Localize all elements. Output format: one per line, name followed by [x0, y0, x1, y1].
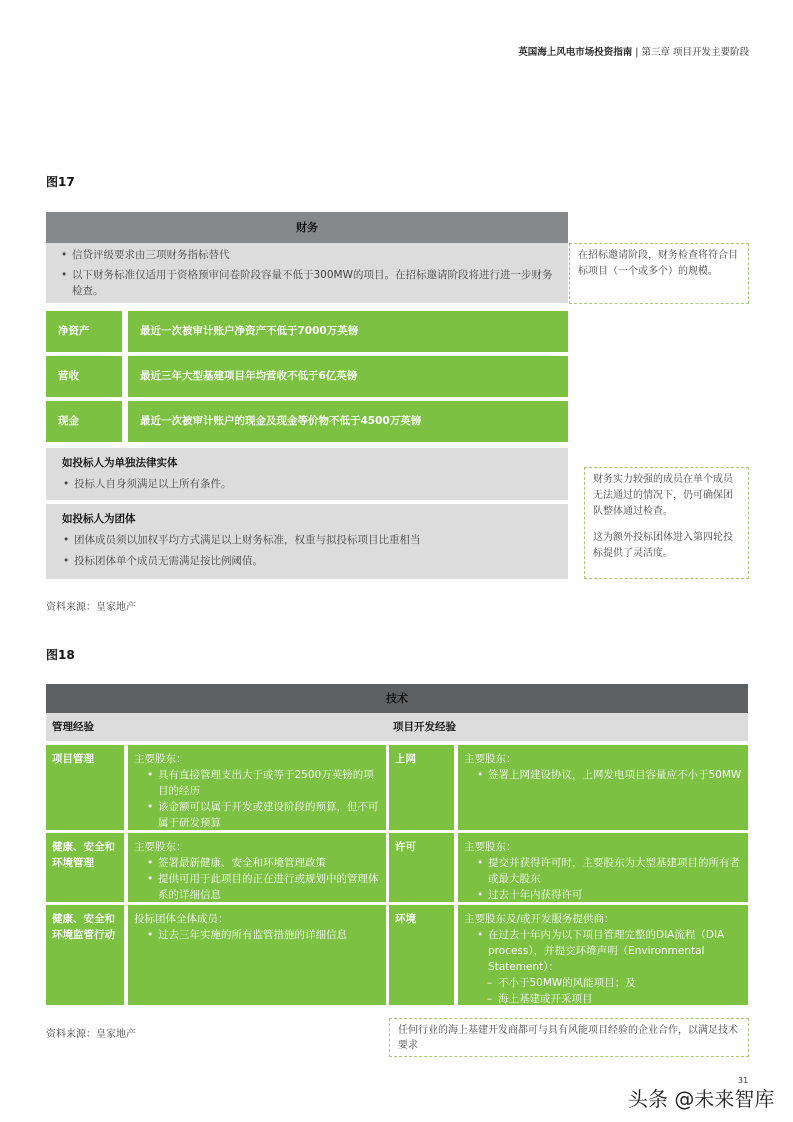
- development-label: [389, 905, 454, 1005]
- callout-text: 这为额外投标团体进入第四轮投标提供了灵活度。: [593, 532, 733, 559]
- header-title: 英国海上风电市场投资指南: [518, 47, 633, 58]
- cell-lead: 主要股东：: [134, 753, 187, 765]
- development-detail: [458, 745, 748, 830]
- management-detail: [128, 905, 386, 1005]
- watermark: 头条 @未来智库: [628, 1087, 775, 1111]
- intro-item: • 信贷评级要求由三项财务指标替代: [60, 247, 554, 263]
- consortium-item: • 团体成员须以加权平均方式满足以上财务标准，权重与拟投标项目比重相当: [62, 532, 552, 548]
- management-detail: [128, 833, 386, 902]
- row-value-revenue: 最近三年大型基建项目年均营收不低于6亿英镑: [128, 356, 568, 397]
- cell-item: • 过去三年实施的所有监管措施的详细信息: [146, 927, 380, 943]
- cell-lead: 主要股东：: [134, 841, 187, 853]
- cell-item: • 该金额可以属于开发或建设阶段的预算，但不可属于研发预算: [146, 799, 380, 831]
- cell-item: • 签署最新健康、安全和环境管理政策: [146, 855, 380, 871]
- management-detail: [128, 745, 386, 830]
- row-label-net-assets: 净资产: [46, 311, 122, 352]
- cell-item: • 签署上网建设协议，上网发电项目容量应不小于50MW: [476, 767, 742, 783]
- consortium-block: [46, 504, 568, 579]
- technical-header: 技术: [46, 684, 748, 713]
- header-chapter: 第三章 项目开发主要阶段: [641, 47, 749, 58]
- finance-intro: [46, 243, 568, 303]
- single-entity-item: • 投标人自身须满足以上所有条件。: [62, 476, 552, 492]
- cell-subitem: – 不小于50MW的风能项目；及: [486, 975, 742, 991]
- management-label: [46, 745, 124, 830]
- source-note: 资料来源：皇家地产: [46, 1029, 136, 1040]
- finance-header: 财务: [46, 212, 568, 243]
- cell-lead: 主要股东：: [464, 753, 517, 765]
- cell-lead: 主要股东：: [464, 841, 517, 853]
- development-label: [389, 745, 454, 830]
- callout-finance-check: 在招标邀请阶段，财务检查将符合目标项目（一个或多个）的规模。: [569, 243, 749, 304]
- cell-label: 健康、安全和环境管理: [52, 841, 115, 869]
- row-value-net-assets: 最近一次被审计账户净资产不低于7000万英镑: [128, 311, 568, 352]
- cell-label: 健康、安全和环境监管行动: [52, 913, 115, 941]
- development-label: [389, 833, 454, 902]
- callout-text: 财务实力较强的成员在单个成员无法通过的情况下，仍可确保团队整体通过检查。: [593, 474, 733, 517]
- single-entity-title: 如投标人为单独法律实体: [62, 457, 178, 469]
- cell-lead: 主要股东及/或开发服务提供商：: [464, 913, 615, 925]
- callout-technical: 任何行业的海上基建开发商都可与具有风能项目经验的企业合作，以满足技术要求: [389, 1018, 749, 1057]
- figure-17-label: 图17: [46, 175, 75, 189]
- cell-item: • 具有直接管理支出大于或等于2500万英镑的项目的经历: [146, 767, 380, 799]
- consortium-title: 如投标人为团体: [62, 513, 136, 525]
- cell-subitem: – 海上基建或开采项目: [486, 991, 742, 1007]
- cell-label: 上网: [395, 753, 416, 765]
- cell-item: • 在过去十年内为以下项目管理完整的DIA流程（DIA process），并提交环境声明（Environmental Statement）：: [476, 927, 742, 975]
- development-detail: [458, 833, 748, 902]
- development-detail: [458, 905, 748, 1005]
- source-note: 资料来源：皇家地产: [46, 602, 136, 613]
- cell-label: 项目管理: [52, 753, 94, 765]
- row-value-cash: 最近一次被审计账户的现金及现金等价物不低于4500万英镑: [128, 401, 568, 442]
- col-project-development-experience: 项目开发经验: [393, 721, 456, 733]
- cell-item: • 过去十年内获得许可: [476, 887, 742, 903]
- row-label-cash: 现金: [46, 401, 122, 442]
- col-management-experience: 管理经验: [52, 721, 94, 733]
- cell-label: 环境: [395, 913, 416, 925]
- single-entity-block: [46, 448, 568, 500]
- running-header: 英国海上风电市场投资指南 | 第三章 项目开发主要阶段: [518, 47, 749, 58]
- cell-item: • 提供可用于此项目的正在进行或规划中的管理体系的详细信息: [146, 871, 380, 903]
- row-label-revenue: 营收: [46, 356, 122, 397]
- cell-lead: 投标团体全体成员：: [134, 913, 229, 925]
- cell-item: • 提交并获得许可时，主要股东为大型基建项目的所有者或最大股东: [476, 855, 742, 887]
- intro-item: • 以下财务标准仅适用于资格预审问卷阶段容量不低于300MW的项目。在招标邀请阶段将进行进一步财务检查。: [60, 267, 554, 299]
- management-label: [46, 833, 124, 902]
- page-number: 31: [738, 1076, 749, 1085]
- figure-18-label: 图18: [46, 648, 75, 662]
- technical-subheader: [46, 713, 748, 741]
- management-label: [46, 905, 124, 1005]
- consortium-item: • 投标团体单个成员无需满足按比例阈值。: [62, 553, 552, 569]
- cell-label: 许可: [395, 841, 416, 853]
- callout-consortium: [584, 467, 749, 579]
